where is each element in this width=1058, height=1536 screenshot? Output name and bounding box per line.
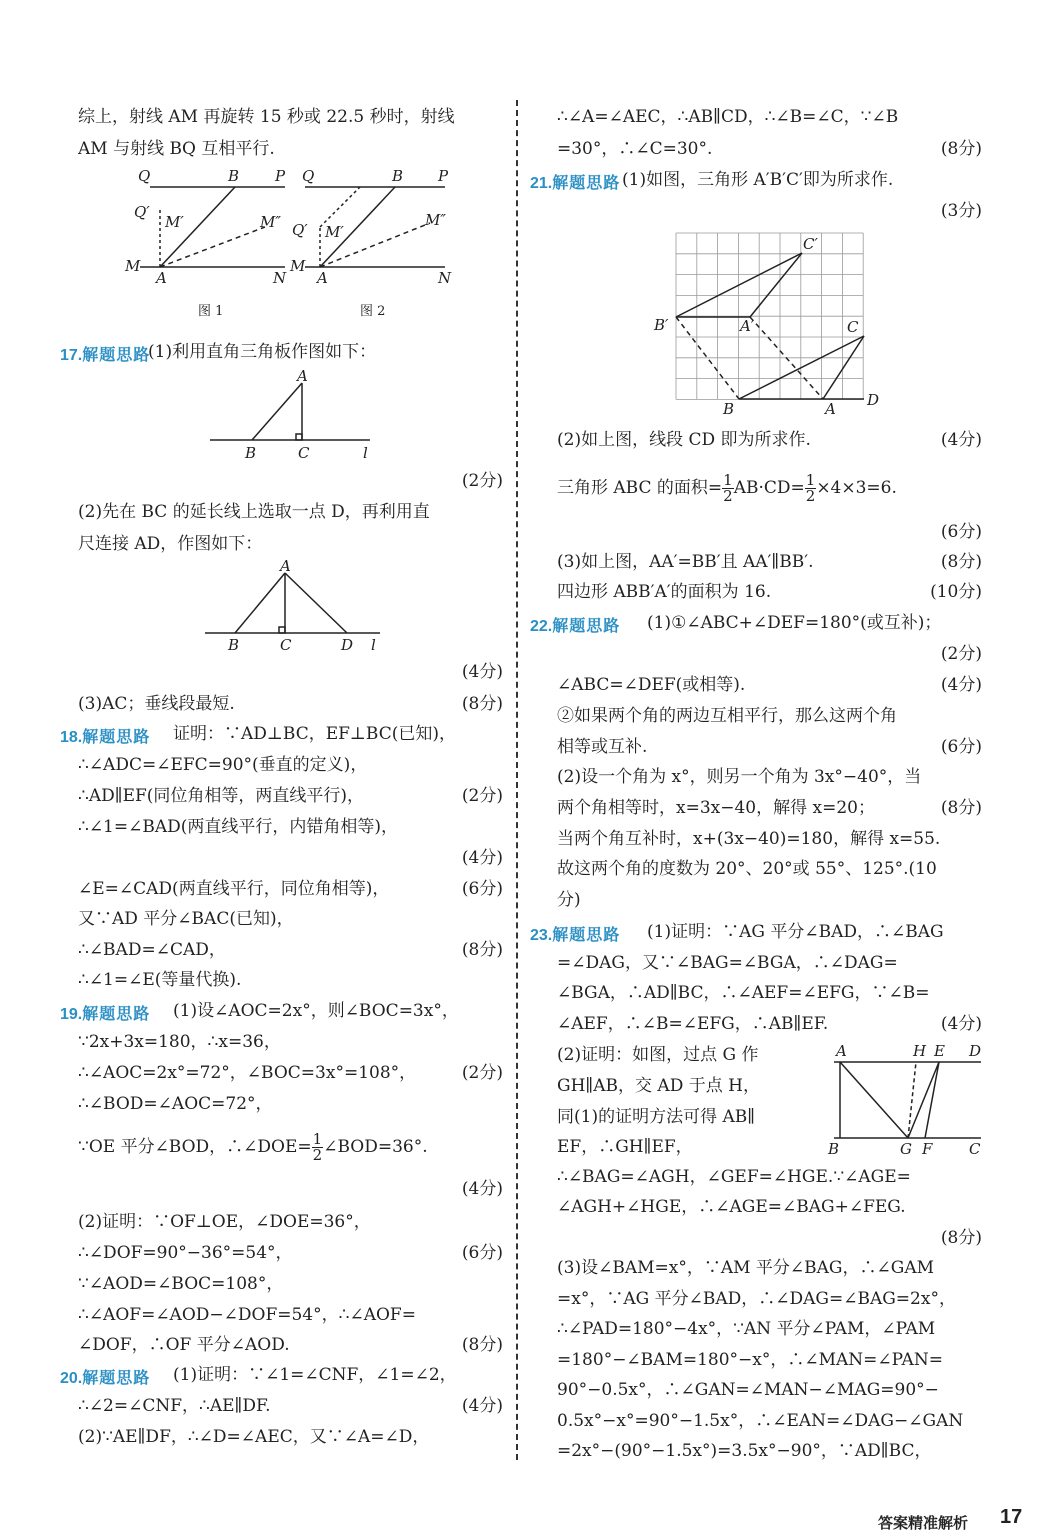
line-text: 又∵AD 平分∠BAC(已知)， <box>78 909 294 929</box>
line-text: ∠BGA，∴AD∥BC，∴∠AEF=∠EFG，∵∠B= <box>557 983 930 1003</box>
problem-number: 20.解题思路 <box>60 1370 151 1387</box>
score-points: (6分) <box>461 1243 503 1263</box>
line-text: EF，∴GH∥EF， <box>557 1137 693 1157</box>
text-line <box>557 673 982 697</box>
svg-text:C: C <box>969 1140 981 1158</box>
text-line <box>557 137 982 161</box>
text-line <box>557 550 982 574</box>
text-line <box>557 1287 982 1311</box>
problem-number: 19.解题思路 <box>60 1006 151 1023</box>
text-line <box>78 500 503 524</box>
line-text: (1)证明：∵AG 平分∠BAD，∴∠BAG <box>647 922 944 942</box>
svg-text:C′: C′ <box>803 235 818 253</box>
line-text: 综上，射线 AM 再旋转 15 秒或 22.5 秒时，射线 <box>78 107 455 127</box>
svg-text:B: B <box>828 1140 840 1158</box>
line-text: ∠AGH+∠HGE，∴∠AGE=∠BAG+∠FEG. <box>557 1197 906 1217</box>
svg-text:l: l <box>371 636 376 654</box>
line-text: (2)如上图，线段 CD 即为所求作. <box>557 430 811 450</box>
line-text: (2)证明：∵OF⊥OE，∠DOE=36°， <box>78 1212 371 1232</box>
line-text: 90°−0.5x°，∴∠GAN=∠MAN−∠MAG=90°− <box>557 1380 939 1400</box>
svg-text:M: M <box>125 257 141 275</box>
svg-text:C: C <box>847 318 859 336</box>
svg-text:A′: A′ <box>740 317 755 335</box>
text-line <box>557 765 982 789</box>
footer-label: 答案精准解析 <box>878 1515 969 1532</box>
svg-text:D: D <box>969 1042 982 1060</box>
svg-text:M: M <box>290 257 306 275</box>
svg-text:M′: M′ <box>165 213 184 231</box>
line-text: ∴∠DOF=90°−36°=54°， <box>78 1243 293 1263</box>
score-points: (6分) <box>940 522 982 542</box>
problem-number: 18.解题思路 <box>60 729 151 746</box>
svg-text:B′: B′ <box>654 316 669 334</box>
problem-number: 21.解题思路 <box>530 175 621 192</box>
line-text: ∵∠AOD=∠BOC=108°， <box>78 1274 284 1294</box>
figure-17-2 <box>205 558 395 658</box>
svg-text:A: A <box>280 558 291 575</box>
line-text: ∠E=∠CAD(两直线平行，同位角相等)， <box>78 879 390 899</box>
text-line <box>78 105 503 129</box>
line-text: ∴∠1=∠E(等量代换). <box>78 970 242 990</box>
svg-text:Q: Q <box>138 167 151 185</box>
problem-number: 23.解题思路 <box>530 927 621 944</box>
line-text: 四边形 ABB′A′的面积为 16. <box>557 582 772 602</box>
line-text: (1)如图，三角形 A′B′C′即为所求作. <box>622 170 894 190</box>
line-text: ∴∠ADC=∠EFC=90°(垂直的定义)， <box>78 755 368 775</box>
text-line <box>78 1210 503 1234</box>
line-text: (1)设∠AOC=2x°，则∠BOC=3x°， <box>173 1001 459 1021</box>
svg-text:B: B <box>392 167 404 185</box>
text-line <box>557 611 982 635</box>
svg-text:H: H <box>913 1042 927 1060</box>
text-line <box>557 1439 982 1463</box>
figure-23 <box>826 1040 986 1160</box>
line-text: ∴∠AOF=∠AOD−∠DOF=54°，∴∠AOF= <box>78 1305 416 1325</box>
svg-text:G: G <box>900 1140 912 1158</box>
text-line <box>78 784 503 808</box>
svg-text:B: B <box>228 636 240 654</box>
text-line <box>557 735 982 759</box>
score-points: (2分) <box>940 644 982 664</box>
text-line <box>78 137 503 161</box>
eq19-line: ∵OE 平分∠BOD，∴∠DOE= $\frac{1}{2}$ ∠BOD=36°. <box>78 1130 428 1164</box>
svg-text:A: A <box>825 400 836 418</box>
line-text: 相等或互补. <box>557 737 648 757</box>
score-points: (4分) <box>940 675 982 695</box>
line-text: ∴∠BAD=∠CAD， <box>78 940 226 960</box>
line-text: ∴∠A=∠AEC，∴AB∥CD，∴∠B=∠C，∵∠B <box>557 107 899 127</box>
text-line <box>78 968 503 992</box>
figure-16 <box>120 165 460 325</box>
svg-text:图 1: 图 1 <box>198 304 224 319</box>
line-text: (2)∵AE∥DF，∴∠D=∠AEC，又∵∠A=∠D， <box>78 1427 430 1447</box>
score-points: (8分) <box>940 139 982 159</box>
svg-text:A: A <box>297 368 308 385</box>
svg-text:M″: M″ <box>260 213 281 231</box>
score-points: (4分) <box>461 848 503 868</box>
line-text: ∠ABC=∠DEF(或相等). <box>557 675 746 695</box>
svg-text:A: A <box>156 269 167 287</box>
figure-21-grid <box>650 225 885 425</box>
line-text: ∠AEF，∴∠B=∠EFG，∴AB∥EF. <box>557 1014 829 1034</box>
text-line <box>78 1061 503 1085</box>
svg-text:C: C <box>280 636 292 654</box>
score-points: (8分) <box>940 552 982 572</box>
text-line <box>78 532 503 556</box>
line-text: (2)先在 BC 的延长线上选取一点 D，再利用直 <box>78 502 430 522</box>
svg-text:图 2: 图 2 <box>360 304 386 319</box>
line-text: (2)证明：如图，过点 G 作 <box>557 1045 759 1065</box>
line-text: =30°，∴∠C=30°. <box>557 139 713 159</box>
text-line <box>557 1409 982 1433</box>
text-line <box>78 1241 503 1265</box>
line-text: =∠DAG，又∵∠BAG=∠BGA，∴∠DAG= <box>557 953 898 973</box>
line-text: 故这两个角的度数为 20°、20°或 55°、125°.(10 <box>557 859 937 879</box>
text-line <box>78 907 503 931</box>
text-line <box>557 1348 982 1372</box>
text-line <box>78 1272 503 1296</box>
line-text: 分) <box>557 890 581 910</box>
text-line <box>557 888 982 912</box>
svg-text:P: P <box>438 167 449 185</box>
line-text: ∴∠1=∠BAD(两直线平行，内错角相等)， <box>78 817 399 837</box>
text-line <box>557 920 982 944</box>
svg-text:B: B <box>245 444 257 462</box>
eq21-line: 三角形 ABC 的面积= $\frac{1}{2}$ AB·CD= $\frac{1}{2}$ ×4×3=6. <box>557 471 897 505</box>
text-line <box>78 1030 503 1054</box>
line-text: 同(1)的证明方法可得 AB∥ <box>557 1107 756 1127</box>
line-text: ∴AD∥EF(同位角相等，两直线平行)， <box>78 786 365 806</box>
score-points: (8分) <box>461 694 503 714</box>
score-points: (8分) <box>940 1228 982 1248</box>
line-text: ∴∠BAG=∠AGH，∠GEF=∠HGE.∵∠AGE= <box>557 1167 911 1187</box>
line-text: (3)AC；垂线段最短. <box>78 694 235 714</box>
text-line <box>78 1425 503 1449</box>
text-line <box>78 938 503 962</box>
text-line <box>78 877 503 901</box>
svg-text:M″: M″ <box>425 211 446 229</box>
line-text: (1)利用直角三角板作图如下： <box>148 342 377 362</box>
text-line <box>557 951 982 975</box>
line-text: 当两个角互补时，x+(3x−40)=180，解得 x=55. <box>557 829 941 849</box>
svg-text:B: B <box>723 400 735 418</box>
text-line <box>557 1012 982 1036</box>
column-divider <box>516 100 518 1460</box>
line-text: ∵2x+3x=180，∴x=36， <box>78 1032 281 1052</box>
text-line <box>78 753 503 777</box>
text-line <box>557 981 982 1005</box>
text-line <box>78 692 503 716</box>
line-text: ∠DOF，∴OF 平分∠AOD. <box>78 1335 290 1355</box>
svg-text:M′: M′ <box>325 223 344 241</box>
text-line <box>557 105 982 129</box>
line-text: (1)证明：∵∠1=∠CNF，∠1=∠2， <box>173 1365 457 1385</box>
svg-text:E: E <box>934 1042 945 1060</box>
figure-17-1 <box>205 368 385 468</box>
page-number: 17 <box>1000 1506 1023 1528</box>
score-points: (4分) <box>461 1396 503 1416</box>
score-points: (6分) <box>461 879 503 899</box>
problem-number: 17.解题思路 <box>60 347 151 364</box>
text-line <box>557 1256 982 1280</box>
svg-text:A: A <box>836 1042 847 1060</box>
text-line <box>78 1092 503 1116</box>
line-text: 0.5x°−x°=90°−1.5x°，∴∠EAN=∠DAG−∠GAN <box>557 1411 964 1431</box>
score-points: (3分) <box>940 201 982 221</box>
text-line <box>557 580 982 604</box>
line-text: (3)设∠BAM=x°，∵AM 平分∠BAG，∴∠GAM <box>557 1258 935 1278</box>
score-points: (4分) <box>461 1179 503 1199</box>
line-text: 证明：∵AD⊥BC，EF⊥BC(已知)， <box>173 724 456 744</box>
svg-text:Q: Q <box>302 167 315 185</box>
text-line <box>557 704 982 728</box>
score-points: (8分) <box>461 1335 503 1355</box>
svg-text:Q′: Q′ <box>134 203 150 221</box>
svg-text:F: F <box>922 1140 933 1158</box>
score-points: (10分) <box>930 582 982 602</box>
text-line <box>557 857 982 881</box>
line-text: ∴∠BOD=∠AOC=72°， <box>78 1094 273 1114</box>
line-text: ②如果两个角的两边互相平行，那么这两个角 <box>557 706 897 726</box>
svg-text:Q′: Q′ <box>292 221 308 239</box>
line-text: ∴∠2=∠CNF，∴AE∥DF. <box>78 1396 271 1416</box>
text-line <box>78 1333 503 1357</box>
line-text: (2)设一个角为 x°，则另一个角为 3x°−40°，当 <box>557 767 922 787</box>
score-points: (4分) <box>461 662 503 682</box>
svg-text:N: N <box>273 269 287 287</box>
svg-text:D: D <box>341 636 354 654</box>
line-text: ∴∠PAD=180°−4x°，∵AN 平分∠PAM，∠PAM <box>557 1319 936 1339</box>
line-text: 两个角相等时，x=3x−40，解得 x=20； <box>557 798 875 818</box>
svg-text:l: l <box>363 444 368 462</box>
line-text: GH∥AB，交 AD 于点 H， <box>557 1076 760 1096</box>
text-line <box>557 1165 982 1189</box>
text-line <box>78 1394 503 1418</box>
svg-text:C: C <box>298 444 310 462</box>
text-line <box>557 1317 982 1341</box>
score-points: (4分) <box>940 430 982 450</box>
text-line <box>557 796 982 820</box>
line-text: AM 与射线 BQ 互相平行. <box>78 139 275 159</box>
text-line <box>557 1195 982 1219</box>
line-text: 尺连接 AD，作图如下： <box>78 534 263 554</box>
score-points: (2分) <box>461 1063 503 1083</box>
line-text: ∴∠AOC=2x°=72°，∠BOC=3x°=108°， <box>78 1063 417 1083</box>
score-points: (6分) <box>940 737 982 757</box>
text-line <box>557 168 982 192</box>
line-text: =180°−∠BAM=180°−x°，∴∠MAN=∠PAN= <box>557 1350 943 1370</box>
score-points: (2分) <box>461 471 503 491</box>
line-text: (1)①∠ABC+∠DEF=180°(或互补)； <box>647 613 942 633</box>
text-line <box>78 815 503 839</box>
svg-text:P: P <box>275 167 286 185</box>
text-line <box>78 1303 503 1327</box>
svg-text:N: N <box>438 269 452 287</box>
line-text: =x°，∵AG 平分∠BAD，∴∠DAG=∠BAG=2x°， <box>557 1289 956 1309</box>
text-line <box>557 428 982 452</box>
score-points: (4分) <box>940 1014 982 1034</box>
score-points: (8分) <box>940 798 982 818</box>
problem-number: 22.解题思路 <box>530 618 621 635</box>
line-text: (3)如上图，AA′=BB′且 AA′∥BB′. <box>557 552 814 572</box>
score-points: (8分) <box>461 940 503 960</box>
text-line <box>557 827 982 851</box>
svg-text:B: B <box>228 167 240 185</box>
svg-text:A: A <box>317 269 328 287</box>
svg-text:D: D <box>867 391 880 409</box>
score-points: (2分) <box>461 786 503 806</box>
line-text: =2x°−(90°−1.5x°)=3.5x°−90°，∵AD∥BC， <box>557 1441 932 1461</box>
text-line <box>557 1378 982 1402</box>
